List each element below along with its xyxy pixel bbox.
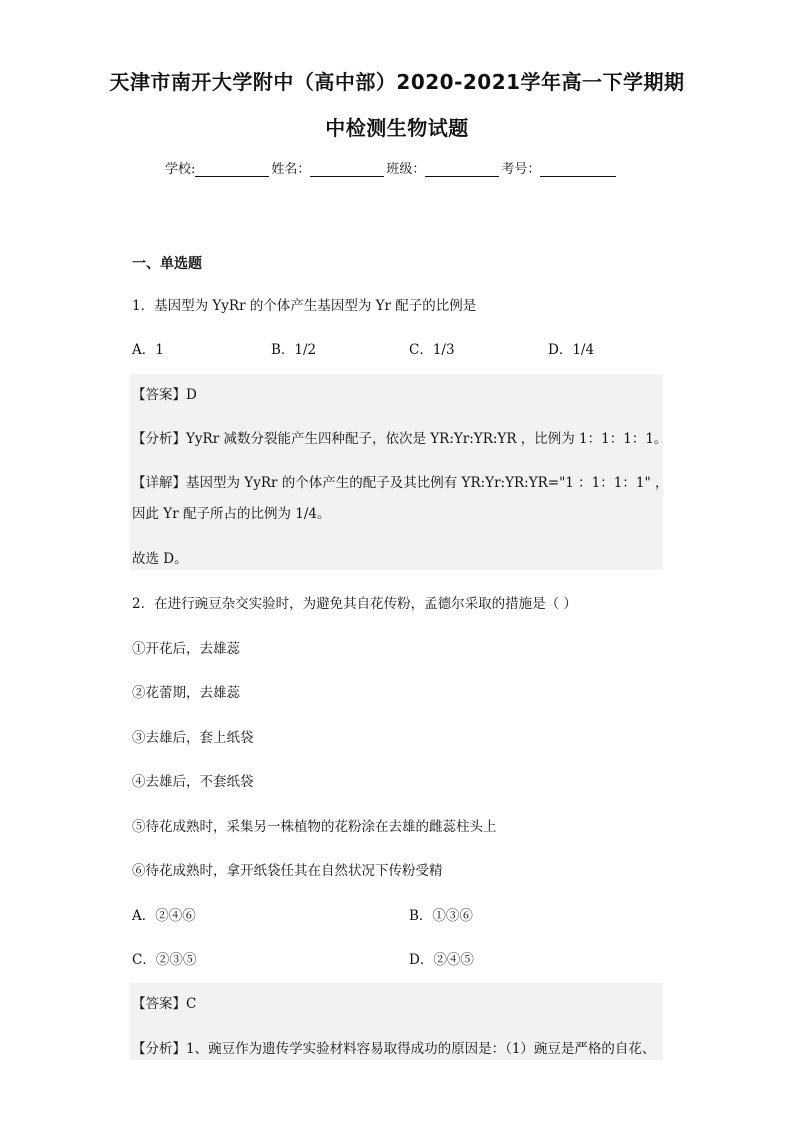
q2-answer: 【答案】C	[132, 996, 197, 1012]
school-label: 学校:	[165, 162, 196, 177]
page-title-line-1: 天津市南开大学附中（高中部）2020-2021学年高一下学期期	[109, 70, 685, 94]
page-title-line-2: 中检测生物试题	[325, 116, 469, 140]
q1-answer: 【答案】D	[132, 387, 197, 403]
student-info-line	[165, 158, 618, 177]
q2-item: ①开花后，去雄蕊	[132, 641, 240, 657]
q2-item: ⑤待花成熟时，采集另一株植物的花粉涂在去雄的雌蕊柱头上	[132, 819, 497, 835]
q1-option-d: D．1/4	[548, 342, 595, 358]
q2-option-c: C．②③⑤	[132, 952, 197, 968]
q2-item: ⑥待花成熟时，拿开纸袋任其在自然状况下传粉受精	[132, 863, 443, 879]
q1-option-a: A．1	[132, 342, 164, 358]
q2-item: ④去雄后，不套纸袋	[132, 774, 254, 790]
q2-item: ②花蕾期，去雄蕊	[132, 685, 240, 701]
name-blank[interactable]	[310, 162, 384, 177]
section-heading: 一、单选题	[132, 256, 202, 272]
q1-analysis: 【分析】YyRr 减数分裂能产生四种配子，依次是 YR:Yr:YR:YR ，比例为 1：1：1：1。	[132, 431, 668, 447]
q2-option-d: D．②④⑤	[409, 952, 474, 968]
q1-stem: 1．基因型为 YyRr 的个体产生基因型为 Yr 配子的比例是	[132, 298, 477, 314]
class-label: 班级：	[386, 162, 426, 177]
q2-option-b: B．①③⑥	[409, 908, 473, 924]
name-label: 姓名：	[271, 162, 311, 177]
q2-stem: 2．在进行豌豆杂交实验时，为避免其自花传粉，孟德尔采取的措施是（ ）	[132, 596, 577, 612]
class-blank[interactable]	[425, 162, 499, 177]
q2-analysis: 【分析】1、豌豆作为遗传学实验材料容易取得成功的原因是：（1）豌豆是严格的自花、	[132, 1041, 656, 1057]
q2-option-a: A．②④⑥	[132, 908, 196, 924]
exam-number-label: 考号：	[501, 162, 541, 177]
exam-number-blank[interactable]	[540, 162, 616, 177]
school-blank[interactable]	[195, 162, 269, 177]
q1-detail-line-2: 因此 Yr 配子所占的比例为 1/4。	[132, 506, 331, 522]
q1-conclusion: 故选 D。	[132, 551, 188, 567]
q1-detail-line-1: 【详解】基因型为 YyRr 的个体产生的配子及其比例有 YR:Yr:YR:YR="1 ：1：1：1" ，	[132, 475, 669, 491]
q1-option-c: C．1/3	[409, 342, 455, 358]
q1-option-b: B．1/2	[271, 342, 317, 358]
q2-item: ③去雄后，套上纸袋	[132, 730, 254, 746]
